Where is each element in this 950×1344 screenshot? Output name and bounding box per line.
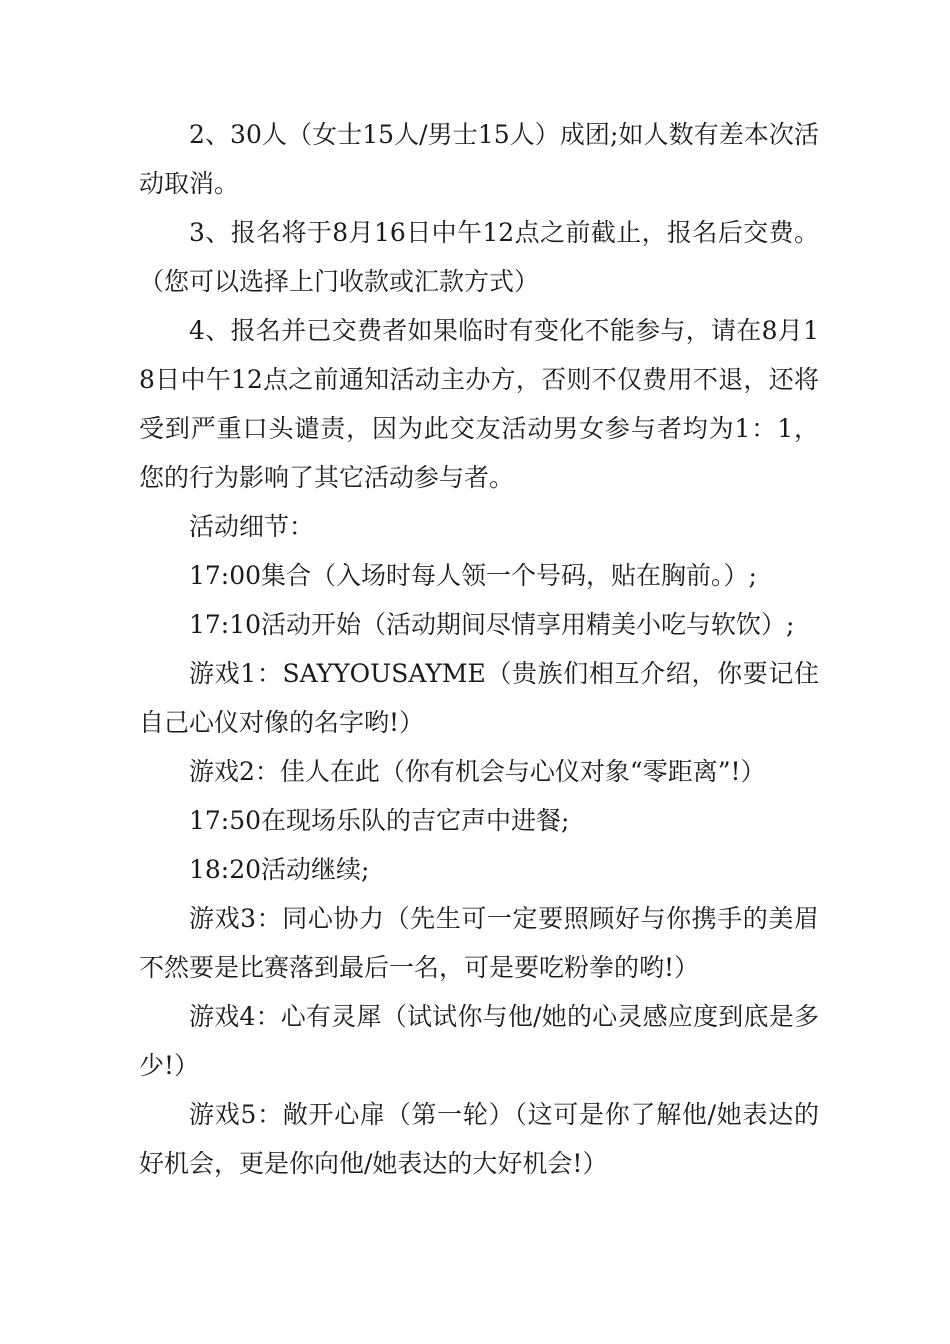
paragraph-game-5: 游戏5：敞开心扉（第一轮）（这可是你了解他/她表达的好机会，更是你向他/她表达的大好机会!） bbox=[139, 1100, 819, 1178]
paragraph-schedule-1710: 17:10活动开始（活动期间尽情享用精美小吃与软饮）; bbox=[189, 610, 795, 639]
paragraph-game-1: 游戏1：SAYYOUSAYME（贵族们相互介绍，你要记住自己心仪对像的名字哟!） bbox=[139, 659, 819, 737]
paragraph-schedule-1820: 18:20活动继续; bbox=[189, 855, 370, 884]
paragraph-schedule-1750: 17:50在现场乐队的吉它声中进餐; bbox=[189, 806, 570, 835]
paragraph-registration-group-size: 2、30人（女士15人/男士15人）成团;如人数有差本次活动取消。 bbox=[139, 120, 819, 198]
paragraph-game-3: 游戏3：同心协力（先生可一定要照顾好与你携手的美眉不然要是比赛落到最后一名，可是要吃粉拳的哟!） bbox=[139, 904, 819, 982]
paragraph-cancellation-policy: 4、报名并已交费者如果临时有变化不能参与，请在8月18日中午12点之前通知活动主办方，否则不仅费用不退，还将受到严重口头谴责，因为此交友活动男女参与者均为1：1，您的行为影响了其它活动参与者。 bbox=[139, 316, 819, 492]
paragraph-activity-details-heading: 活动细节： bbox=[189, 512, 315, 541]
paragraph-game-2: 游戏2：佳人在此（你有机会与心仪对象“零距离”!） bbox=[189, 757, 766, 786]
document-body bbox=[139, 110, 819, 1188]
paragraph-registration-deadline: 3、报名将于8月16日中午12点之前截止，报名后交费。（您可以选择上门收款或汇款方式） bbox=[139, 218, 819, 296]
paragraph-schedule-1700: 17:00集合（入场时每人领一个号码，贴在胸前。）; bbox=[189, 561, 757, 590]
paragraph-game-4: 游戏4：心有灵犀（试试你与他/她的心灵感应度到底是多少!） bbox=[139, 1002, 819, 1080]
